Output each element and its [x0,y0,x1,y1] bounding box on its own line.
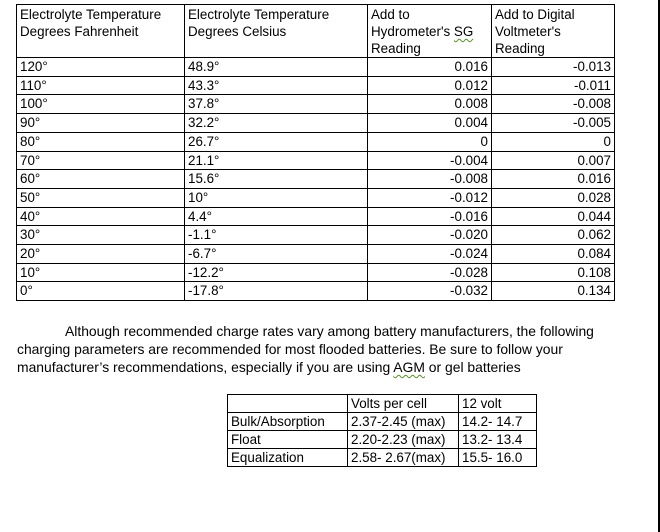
charge-header-row [228,395,537,413]
cell-voltmeter-adjust: -0.011 [492,76,615,95]
cell-voltmeter-adjust: 0.016 [492,170,615,189]
charging-paragraph [17,322,647,376]
cell-fahrenheit: 0° [17,282,185,301]
cell-celsius: 37.8° [185,95,368,114]
header-celsius: Electrolyte Temperature Degrees Celsius [185,5,368,58]
cell-stage: Bulk/Absorption [228,413,348,431]
cell-volts-per-cell: 2.20-2.23 (max) [348,431,459,449]
table-row [17,151,615,170]
paragraph-line-3 [17,358,647,376]
charge-table-row [228,413,537,431]
cell-fahrenheit: 10° [17,263,185,282]
paragraph-line-3-end: or gel batteries [424,359,521,375]
sg-word: SG [453,24,474,39]
cell-celsius: 26.7° [185,132,368,151]
cell-celsius: 4.4° [185,207,368,226]
cell-voltmeter-adjust: 0.108 [492,263,615,282]
cell-voltmeter-adjust: 0.044 [492,207,615,226]
cell-celsius: 15.6° [185,170,368,189]
charge-table-row [228,431,537,449]
charge-header-volts-per-cell: Volts per cell [348,395,459,413]
cell-fahrenheit: 110° [17,76,185,95]
paragraph-line-2: charging parameters are recommended for most flooded batteries. Be sure to follow your [17,341,563,357]
table-row [17,58,615,77]
cell-voltmeter-adjust: -0.008 [492,95,615,114]
cell-fahrenheit: 70° [17,151,185,170]
table-row [17,226,615,245]
cell-voltmeter-adjust: 0.134 [492,282,615,301]
cell-fahrenheit: 120° [17,58,185,77]
table-row [17,207,615,226]
cell-hydrometer-adjust: -0.032 [368,282,492,301]
cell-hydrometer-adjust: 0 [368,132,492,151]
cell-celsius: 32.2° [185,114,368,133]
charge-header-12-volt: 12 volt [459,395,537,413]
cell-voltmeter-adjust: 0.084 [492,245,615,264]
cell-hydrometer-adjust: -0.020 [368,226,492,245]
charging-parameters-table [227,394,537,467]
temperature-table-body [17,58,615,301]
cell-hydrometer-adjust: -0.012 [368,188,492,207]
table-row [17,114,615,133]
cell-hydrometer-adjust: -0.016 [368,207,492,226]
cell-fahrenheit: 30° [17,226,185,245]
cell-celsius: -6.7° [185,245,368,264]
header-voltmeter: Add to Digital Voltmeter's Reading [492,5,615,58]
header-fahrenheit: Electrolyte Temperature Degrees Fahrenheit [17,5,185,58]
table-row [17,245,615,264]
cell-stage: Equalization [228,449,348,467]
cell-12-volt: 14.2- 14.7 [459,413,537,431]
cell-celsius: -17.8° [185,282,368,301]
cell-fahrenheit: 20° [17,245,185,264]
header-hydrometer [368,5,492,58]
cell-volts-per-cell: 2.58- 2.67(max) [348,449,459,467]
cell-fahrenheit: 90° [17,114,185,133]
agm-word: AGM [393,359,425,375]
charging-table-body [228,413,537,467]
table-row [17,132,615,151]
cell-celsius: 48.9° [185,58,368,77]
cell-celsius: 10° [185,188,368,207]
cell-stage: Float [228,431,348,449]
cell-hydrometer-adjust: 0.004 [368,114,492,133]
table-row [17,282,615,301]
paragraph-line-1: Although recommended charge rates vary among battery manufacturers, the following [65,323,594,339]
cell-fahrenheit: 40° [17,207,185,226]
cell-hydrometer-adjust: -0.004 [368,151,492,170]
cell-voltmeter-adjust: 0.062 [492,226,615,245]
cell-voltmeter-adjust: 0 [492,132,615,151]
cell-hydrometer-adjust: -0.008 [368,170,492,189]
cell-volts-per-cell: 2.37-2.45 (max) [348,413,459,431]
cell-celsius: 21.1° [185,151,368,170]
temperature-compensation-table [16,4,615,301]
table-row [17,263,615,282]
cell-voltmeter-adjust: 0.028 [492,188,615,207]
cell-voltmeter-adjust: 0.007 [492,151,615,170]
cell-celsius: -1.1° [185,226,368,245]
cell-fahrenheit: 50° [17,188,185,207]
header-hydrometer-text: Add to Hydrometer's SG Reading [371,7,474,56]
table-row [17,95,615,114]
table-row [17,76,615,95]
table-row [17,188,615,207]
table-row [17,170,615,189]
cell-hydrometer-adjust: -0.024 [368,245,492,264]
cell-fahrenheit: 100° [17,95,185,114]
cell-hydrometer-adjust: -0.028 [368,263,492,282]
cell-celsius: -12.2° [185,263,368,282]
table-header-row [17,5,615,58]
cell-fahrenheit: 80° [17,132,185,151]
cell-celsius: 43.3° [185,76,368,95]
cell-voltmeter-adjust: -0.013 [492,58,615,77]
cell-12-volt: 15.5- 16.0 [459,449,537,467]
cell-fahrenheit: 60° [17,170,185,189]
paragraph-line-3-start: manufacturer’s recommendations, especially if you are using [17,359,394,375]
cell-hydrometer-adjust: 0.008 [368,95,492,114]
charge-header-blank [228,395,348,413]
cell-voltmeter-adjust: -0.005 [492,114,615,133]
cell-12-volt: 13.2- 13.4 [459,431,537,449]
cell-hydrometer-adjust: 0.012 [368,76,492,95]
cell-hydrometer-adjust: 0.016 [368,58,492,77]
charge-table-row [228,449,537,467]
